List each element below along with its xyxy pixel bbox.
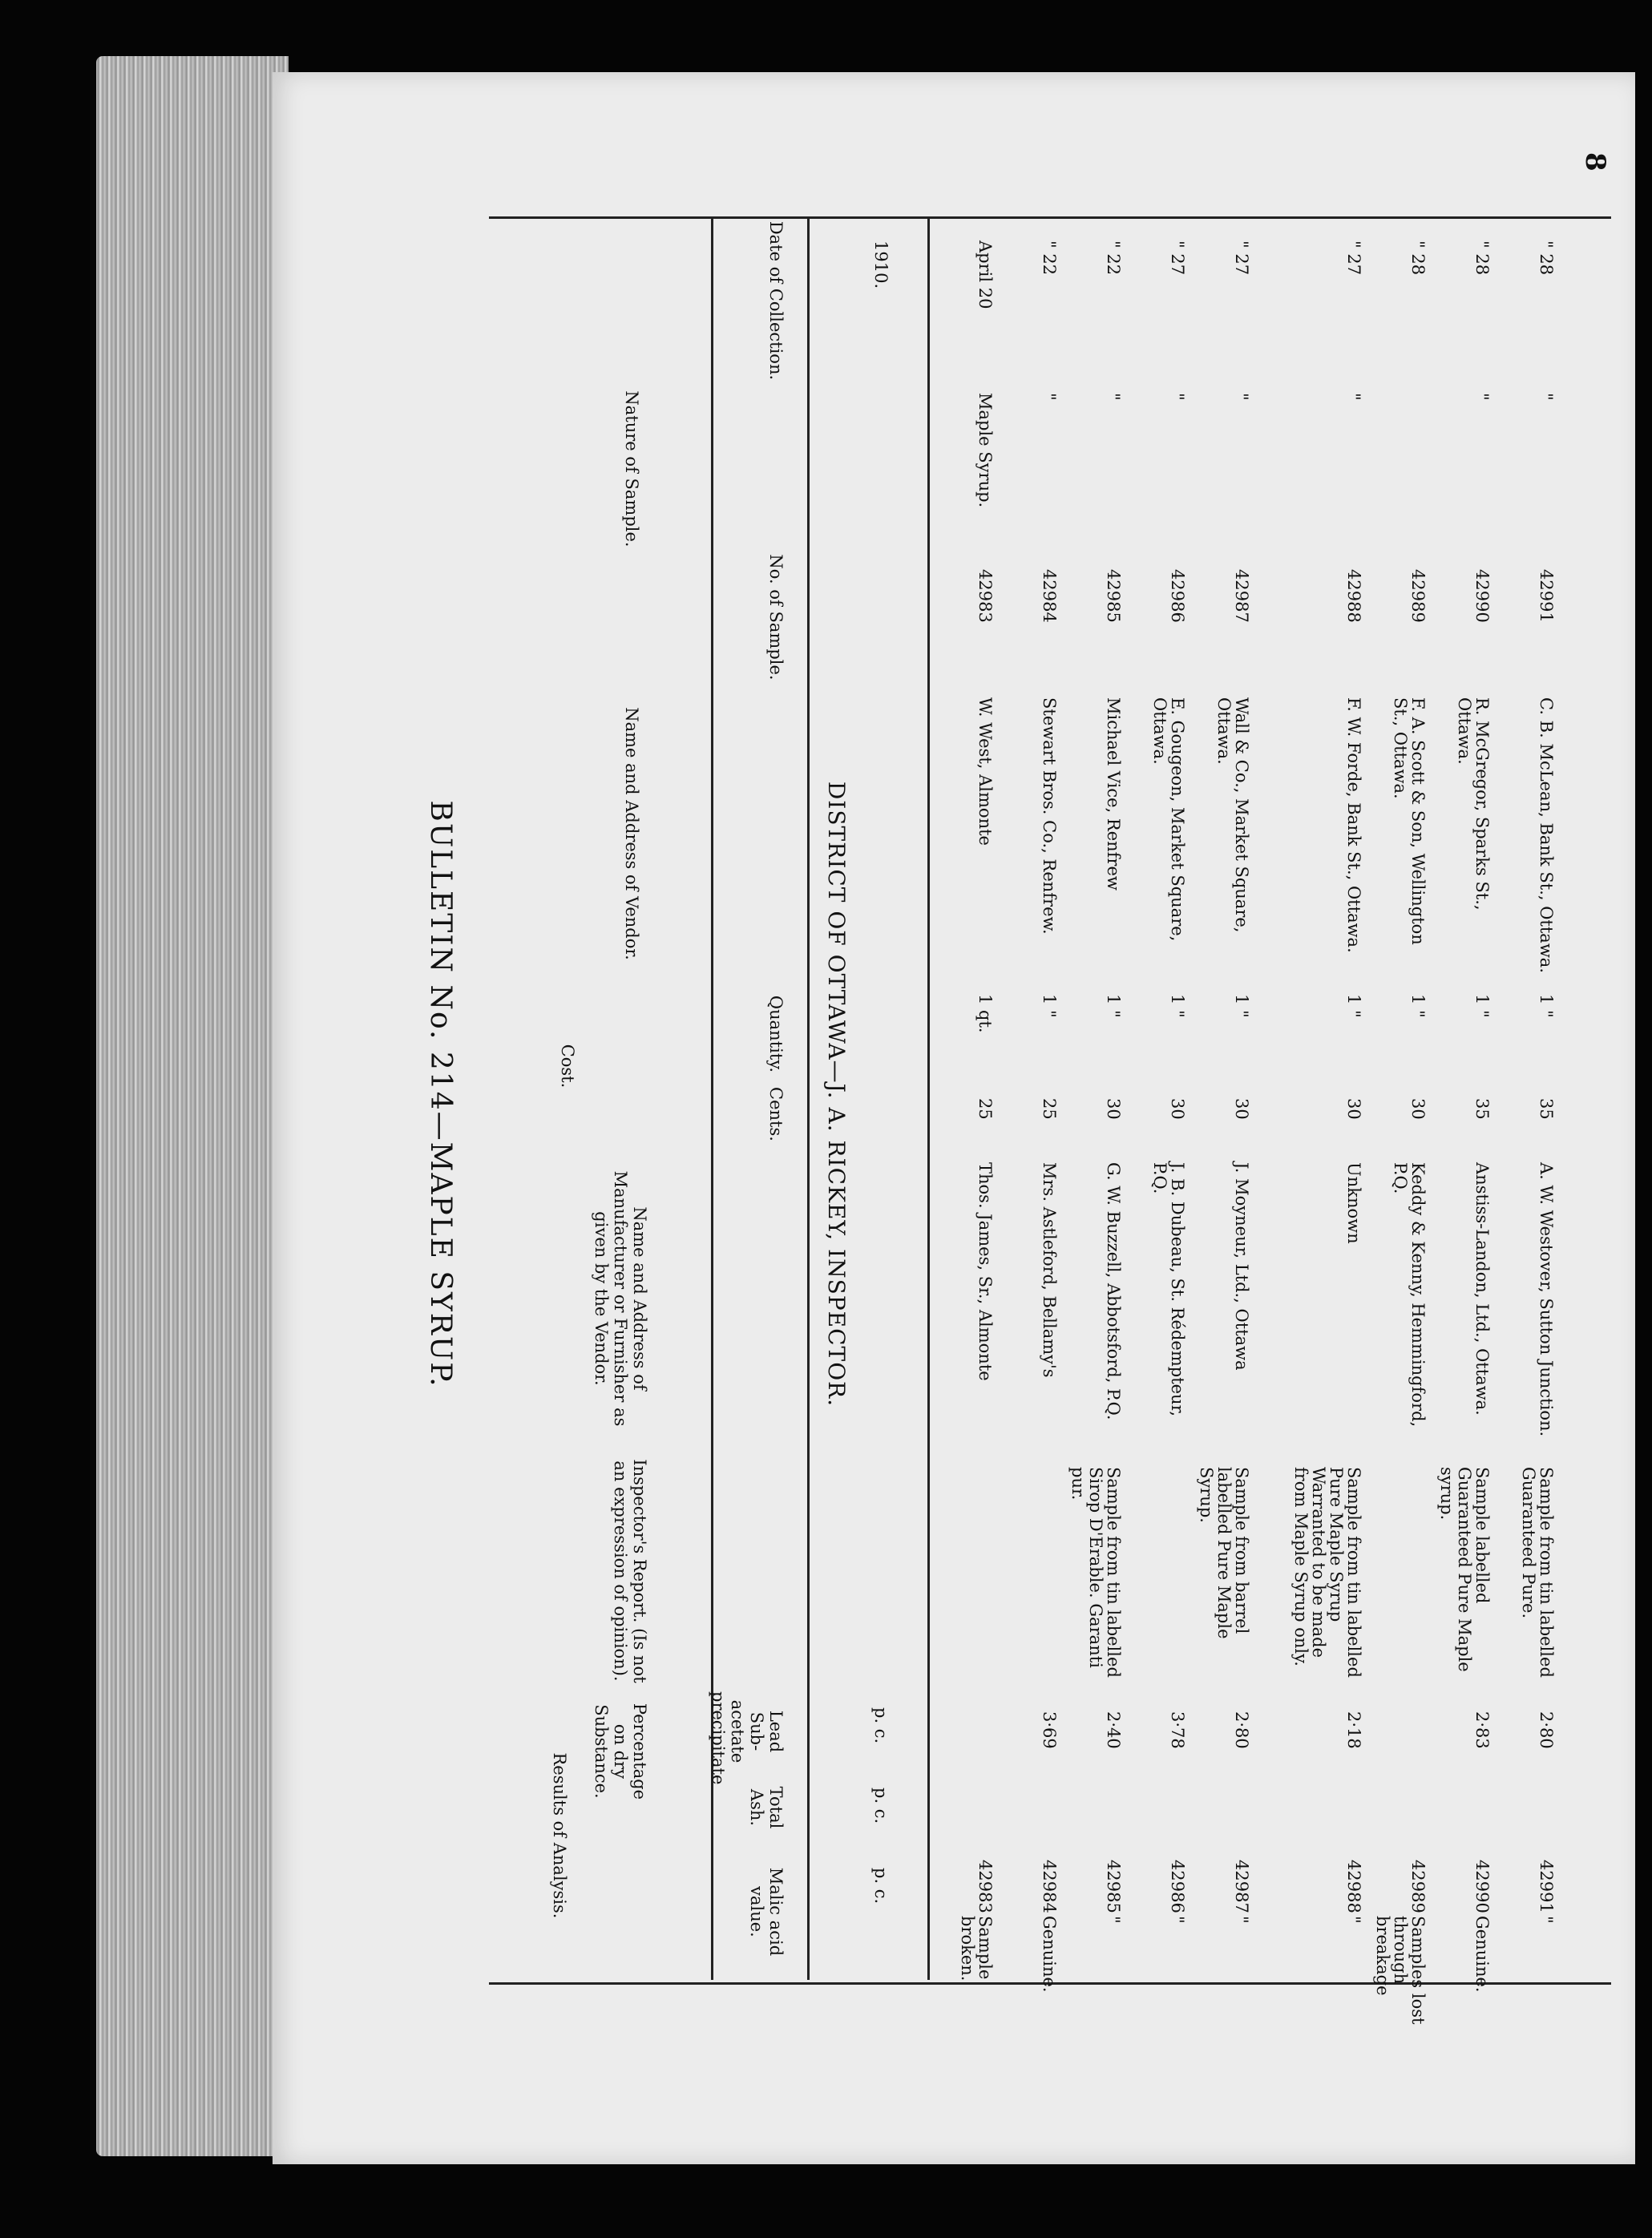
rule <box>807 216 810 1980</box>
cell-date: " 27 <box>1168 240 1187 276</box>
cell-date: " 27 <box>1344 240 1363 276</box>
cell-mfr: A. W. Westover, Sutton Junction. <box>1537 1162 1556 1437</box>
header-inspector: Inspector's Report. (Is not an expression of opinion). <box>611 1459 649 1683</box>
cell-cents: 30 <box>1104 1098 1123 1120</box>
cell-report: Sample from tin labelled Sirop D'Erable. Garanti pur. <box>1068 1467 1123 1678</box>
cell-date: " 28 <box>1537 240 1556 276</box>
cell-remarks: " <box>1168 1916 1187 1924</box>
cell-no2: 42988 <box>1344 1860 1363 1913</box>
cell-qty: 1 " <box>1104 994 1123 1018</box>
cell-report: Sample from barrel labelled Pure Maple Syrup. <box>1197 1467 1251 1639</box>
cell-no2: 42989 <box>1408 1860 1428 1913</box>
cell-remarks: Genuine. <box>1472 1916 1492 1993</box>
cell-vendor: R. McGregor, Sparks St., Ottawa. <box>1455 697 1492 911</box>
cell-remarks: " <box>1537 1916 1556 1924</box>
cell-no2: 42991 <box>1537 1860 1556 1913</box>
cell-vendor: F. W. Forde, Bank St., Ottawa. <box>1344 697 1363 953</box>
cell-nature: " <box>1472 393 1492 401</box>
district-heading: DISTRICT OF OTTAWA—J. A. RICKEY, INSPECTOR. <box>823 781 850 1408</box>
header-quantity: Quantity. <box>766 995 786 1073</box>
header-vendor: Name and Address of Vendor. <box>622 707 641 960</box>
cell-remarks: Samples lost through breakage <box>1373 1916 1428 2025</box>
scanned-page <box>273 72 1635 2164</box>
unit-ash: p. c. <box>871 1788 891 1824</box>
cell-report: Sample labelled Guaranteed Pure Maple syrup. <box>1437 1467 1492 1672</box>
cell-mfr: Anstiss-Landon, Ltd., Ottawa. <box>1472 1162 1492 1416</box>
cell-lead: 3·69 <box>1040 1711 1059 1749</box>
cell-vendor: Michael Vice, Renfrew <box>1104 697 1123 891</box>
cell-cents: 25 <box>1040 1098 1059 1120</box>
cell-cents: 35 <box>1537 1098 1556 1120</box>
cell-cents: 30 <box>1232 1098 1251 1120</box>
cell-no: 42985 <box>1104 569 1123 623</box>
cell-cents: 30 <box>1168 1098 1187 1120</box>
cell-mfr: Keddy & Kenny, Hemmingford, P.Q. <box>1391 1162 1428 1428</box>
bulletin-title: BULLETIN No. 214—MAPLE SYRUP. <box>424 800 457 1388</box>
cell-mfr: J. Moyneur, Ltd., Ottawa <box>1232 1162 1251 1371</box>
cell-no2: 42984 <box>1040 1860 1059 1913</box>
cell-qty: 1 " <box>1472 994 1492 1018</box>
cell-qty: 1 " <box>1168 994 1187 1018</box>
cell-nature: " <box>1040 393 1059 401</box>
cell-vendor: E. Gougeon, Market Square, Ottawa. <box>1150 697 1187 942</box>
cell-cents: 35 <box>1472 1098 1492 1120</box>
cell-qty: 1 " <box>1040 994 1059 1018</box>
cell-nature: " <box>1104 393 1123 401</box>
cell-lead: 2·80 <box>1232 1711 1251 1749</box>
rotated-content <box>345 120 1635 2068</box>
cell-mfr: Thos. James, Sr., Almonte <box>975 1162 995 1381</box>
cell-qty: 1 qt. <box>975 994 995 1033</box>
cell-no2: 42983 <box>975 1860 995 1913</box>
cell-qty: 1 " <box>1408 994 1428 1018</box>
cell-vendor: Stewart Bros. Co., Renfrew. <box>1040 697 1059 935</box>
cell-date: " 27 <box>1232 240 1251 276</box>
cell-lead: 2·18 <box>1344 1711 1363 1749</box>
cell-mfr: J. B. Dubeau, St. Rédempteur, P.Q. <box>1150 1162 1187 1416</box>
cell-date: April 20 <box>975 240 995 309</box>
unit-malic: p. c. <box>871 1868 891 1905</box>
unit-lead: p. c. <box>871 1707 891 1744</box>
cell-no2: 42985 <box>1104 1860 1123 1913</box>
cell-vendor: F. A. Scott & Son, Wellington St., Ottawa. <box>1391 697 1428 945</box>
cell-lead: 3·78 <box>1168 1711 1187 1749</box>
cell-no: 42991 <box>1537 569 1556 623</box>
cell-vendor: Wall & Co., Market Square, Ottawa. <box>1214 697 1251 933</box>
cell-report: Sample from tin labelled Pure Maple Syrup Warranted to be made from Maple Syrup only. <box>1291 1467 1363 1678</box>
cell-cents: 25 <box>975 1098 995 1120</box>
header-nature: Nature of Sample. <box>622 390 641 547</box>
cell-no: 42988 <box>1344 569 1363 623</box>
cell-mfr: G. W. Buzzell, Abbotsford, P.Q. <box>1104 1162 1123 1420</box>
page-number: 8 <box>1579 152 1611 172</box>
cell-nature: Maple Syrup. <box>975 393 995 508</box>
cell-no2: 42986 <box>1168 1860 1187 1913</box>
cell-lead: 2·40 <box>1104 1711 1123 1749</box>
cell-no: 42990 <box>1472 569 1492 623</box>
cell-date: " 28 <box>1472 240 1492 276</box>
cell-no: 42987 <box>1232 569 1251 623</box>
page-edges <box>96 56 289 2156</box>
header-cost: Cost. <box>558 1044 577 1089</box>
cell-no: 42986 <box>1168 569 1187 623</box>
header-lead: Lead Sub-acetate precipitate <box>709 1691 786 1785</box>
cell-remarks: " <box>1344 1916 1363 1924</box>
cell-vendor: W. West, Almonte <box>975 697 995 846</box>
cell-cents: 30 <box>1408 1098 1428 1120</box>
header-no-sample: No. of Sample. <box>766 554 786 681</box>
header-date: Date of Collection. <box>766 220 786 381</box>
cell-remarks: Sample broken. <box>958 1916 995 1981</box>
header-ash: Total Ash. <box>747 1786 786 1829</box>
cell-report: Sample from tin labelled Guaranteed Pure. <box>1519 1467 1556 1678</box>
rule <box>927 216 930 1980</box>
cell-no: 42989 <box>1408 569 1428 623</box>
header-manufacturer: Name and Address of Manufacturer or Furnisher as given by the Vendor. <box>592 1170 649 1427</box>
cell-cents: 30 <box>1344 1098 1363 1120</box>
cell-nature: " <box>1537 393 1556 401</box>
header-percentage: Percentage on dry Substance. <box>592 1703 649 1800</box>
cell-lead: 2·80 <box>1537 1711 1556 1749</box>
cell-mfr: Unknown <box>1344 1162 1363 1244</box>
cell-nature: " <box>1232 393 1251 401</box>
cell-date: " 22 <box>1040 240 1059 276</box>
cell-qty: 1 " <box>1344 994 1363 1018</box>
cell-remarks: Genuine. <box>1040 1916 1059 1993</box>
cell-remarks: " <box>1232 1916 1251 1924</box>
cell-no2: 42987 <box>1232 1860 1251 1913</box>
cell-no2: 42990 <box>1472 1860 1492 1913</box>
cell-no: 42983 <box>975 569 995 623</box>
header-results: Results of Analysis. <box>550 1752 569 1919</box>
cell-lead: 2·83 <box>1472 1711 1492 1749</box>
cell-nature: " <box>1168 393 1187 401</box>
cell-nature: " <box>1344 393 1363 401</box>
header-malic: Malic acid value. <box>747 1867 786 1957</box>
cell-qty: 1 " <box>1537 994 1556 1018</box>
header-cents: Cents. <box>766 1087 786 1141</box>
cell-remarks: " <box>1104 1916 1123 1924</box>
cell-no: 42984 <box>1040 569 1059 623</box>
cell-qty: 1 " <box>1232 994 1251 1018</box>
cell-vendor: C. B. McLean, Bank St., Ottawa. <box>1537 697 1556 973</box>
cell-date: " 22 <box>1104 240 1123 276</box>
year: 1910. <box>871 240 891 289</box>
cell-mfr: Mrs. Astleford, Bellamy's <box>1040 1162 1059 1378</box>
cell-date: " 28 <box>1408 240 1428 276</box>
